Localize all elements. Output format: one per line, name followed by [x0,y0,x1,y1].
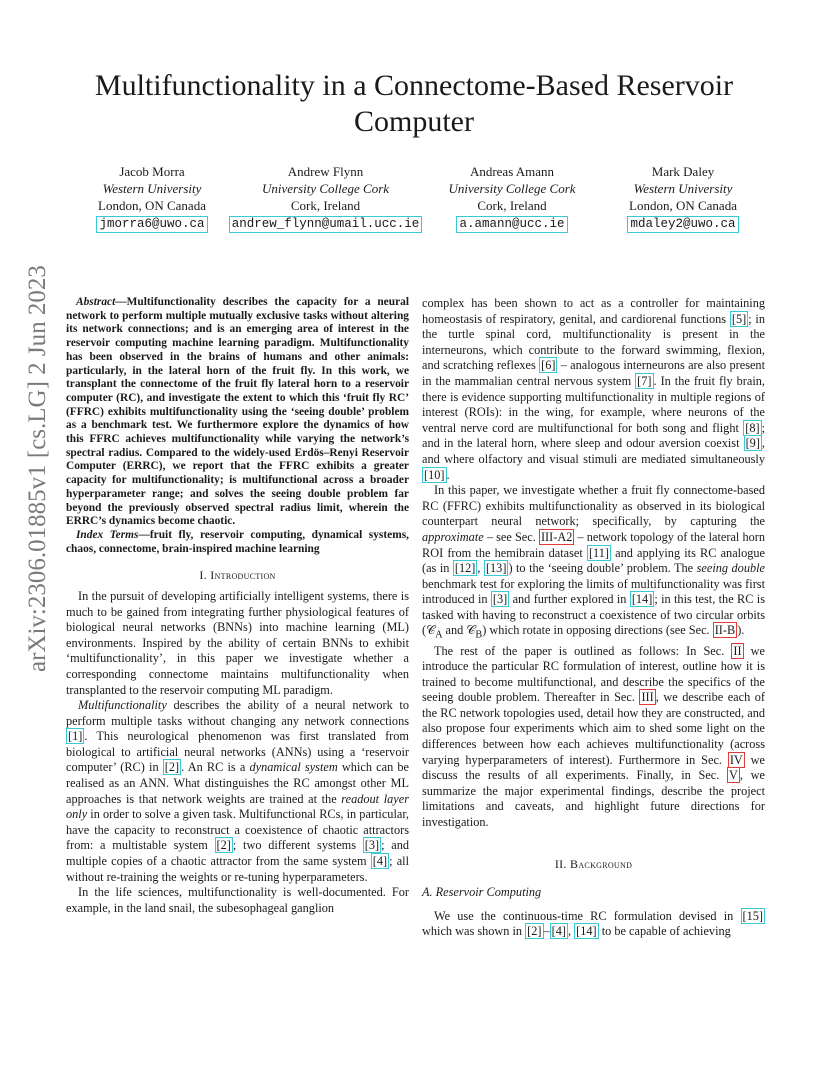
paragraph [422,909,765,940]
section-link[interactable]: IV [729,752,743,767]
citation-link[interactable]: [8] [745,420,760,435]
emphasis: dynamical system [249,760,338,775]
citation-link[interactable]: [13] [485,561,507,576]
text: We use the continuous-time RC formulation devised in [434,908,741,923]
right-column [422,296,765,940]
text: and further explored in [509,592,630,607]
citation-link[interactable]: [4] [551,924,566,939]
author-affiliation: Western University [102,181,202,196]
section-number: I. [199,568,207,583]
author-name: Jacob Morra [119,164,185,179]
citation-link[interactable]: [4] [372,854,388,869]
index-terms [66,529,409,556]
text: ; two different systems [232,838,363,853]
citation-link[interactable]: [6] [541,358,556,373]
citation-link[interactable]: [5] [731,311,747,326]
paragraph [422,644,765,831]
section-title: Introduction [210,568,276,583]
text: ) which rotate in opposing directions (see Sec. [482,623,713,638]
citation-link[interactable]: [2] [216,838,231,853]
author-location: Cork, Ireland [290,198,361,213]
citation-link[interactable]: [12] [454,561,476,576]
text: – [543,924,550,939]
text: ). [737,623,745,638]
author-affiliation: University College Cork [261,181,390,196]
left-column [66,296,409,916]
text: we introduce the particular RC formulation of interest, outline how it is trained to become multifunctional, and describe the specifics of the seeing double problem. Thereafter in Sec. [422,643,765,705]
text: ) to the ‘seeing double’ problem. The [508,561,697,576]
section-title: Background [570,856,633,871]
text: , and where olfactory and visual stimuli are mediated simultaneously [422,436,765,466]
abstract-text: —Multifunctionality describes the capacity for a neural network to perform multiple mutually exclusive tasks without altering its network connections; and is an emerging area of interest in the reservoir computing machine learning paradigm. Multifunctionality has been observed in the brains of humans and other animals: particularly, in the lateral horn of the fruit fly. In this work, we transplant the connectome of the fruit fly lateral horn to a reservoir computer (RC), and investigate the extent to which this ‘fruit fly RC’ (FFRC) exhibits multifunctionality using the ‘seeing double’ problem as a benchmark test. We furthermore explore the dynamics of how this FFRC achieves multifunctionality while varying the network’s spectral radius. Compared to the widely-used Erdös–Renyi Reservoir Computer (ERRC), we report that the FFRC exhibits a greater capacity for multifunctionality; is multifunctional across a broader hyperparameter range; and solves the seeing double problem far beyond the previously observed spectral radius limit, wherein the ERRC’s dynamics become chaotic. [66,296,409,528]
text: ; and multiple copies of a chaotic attractor from the same system [66,838,409,869]
citation-link[interactable]: [14] [576,924,597,939]
emphasis: Multifunctionality [78,698,167,713]
section-link[interactable]: II-B [714,623,736,638]
section-number: II. [554,856,567,871]
citation-link[interactable]: [11] [588,545,609,560]
text: , we summarize the major experimental findings, describe the project limitations and caveats, and highlight future directions for investigation. [422,768,765,830]
subscript: B [475,629,483,641]
paragraph [422,483,765,643]
citation-link[interactable]: [10] [424,467,445,482]
author-email-link[interactable]: a.amann@ucc.ie [456,216,567,233]
text: The rest of the paper is outlined as follows: In Sec. [434,643,732,658]
citation-link[interactable]: [3] [492,592,508,607]
citation-link[interactable]: [9] [745,436,760,451]
citation-link[interactable]: [14] [631,592,653,607]
author-location: London, ON Canada [98,198,206,213]
text: – network topology of the lateral horn ROI from the hemibrain dataset [422,529,765,560]
text: ; all without re-training the weights or re-tuning hyperparameters. [66,854,409,884]
author-block [218,163,433,233]
text: . An RC is a [181,760,250,775]
abstract-label: Abstract [76,296,116,308]
text: – analogous interneurons are also present in the mammalian central nervous system [422,358,765,388]
author-affiliation: Western University [633,181,733,196]
subscript: A [435,629,443,641]
citation-link[interactable]: [2] [164,760,180,775]
section-heading-background [422,857,765,873]
paper-title: Multifunctionality in a Connectome-Based Reservoir Computer [94,69,734,138]
index-terms-label: Index Terms [76,528,139,541]
text: . This neurological phenomenon was first translated from biological to artificial neural networks (ANNs) using a ‘reservoir computer’ (RC) in [66,729,409,775]
text: we discuss the results of all experiments. Finally, in Sec. [422,752,765,783]
author-email-link[interactable]: jmorra6@uwo.ca [96,216,207,233]
section-link[interactable]: V [729,768,738,783]
section-link[interactable]: III-A2 [540,529,573,544]
text: complex has been shown to act as a controller for maintaining homeostasis of respiratory, genital, and cardiorenal functions [422,296,765,326]
paragraph: In the life sciences, multifunctionality is well-documented. For example, in the land snail, the subesophageal ganglion [66,885,409,915]
author-email-link[interactable]: mdaley2@uwo.ca [627,216,738,233]
paragraph: In the pursuit of developing artificially intelligent systems, there is much to be gained from integrating further physiological features of biological neural networks (BNNs) into machine learning (ML) environments. Inspired by the ability of certain BNNs to exhibit ‘multifunctionality’, in this paper we investigate whether a corresponding connectome maintains multifunctionality when transplanted to the reservoir computing ML paradigm. [66,588,409,697]
author-name: Mark Daley [651,164,715,179]
author-block [438,163,586,233]
index-terms-text: —fruit fly, reservoir computing, dynamical systems, chaos, connectome, brain-inspired machine learning [66,528,409,555]
emphasis: approximate [422,529,484,544]
text: . [446,467,450,482]
citation-link[interactable]: [15] [742,908,763,923]
text: which can be realised as an ANN. What distinguishes the RC amongst other ML approaches is that network weights are trained at the [66,760,409,806]
author-block [606,163,760,233]
author-email-link[interactable]: andrew_flynn@umail.ucc.ie [229,216,423,233]
text: , we describe each of the RC network topologies used, detail how they are constructed, and also propose four experiments which aim to shed some light on the differences between how each achieves multifunctionality (across varying hyperparameters of interest). Furthermore in Sec. [422,690,765,767]
citation-link[interactable]: [7] [637,373,652,388]
text: ; and in the lateral horn, where sleep and odour aversion coexist [422,420,765,451]
emphasis: seeing double [696,561,765,576]
text: which was shown in [422,924,526,939]
author-name: Andreas Amann [469,164,555,179]
author-block [78,163,226,233]
text: and applying its RC analogue (as in [422,545,765,576]
citation-link[interactable]: [3] [364,838,380,853]
paragraph [422,296,765,483]
citation-link[interactable]: [2] [527,924,542,939]
text: , [477,561,484,576]
author-location: Cork, Ireland [477,198,547,213]
author-name: Andrew Flynn [287,164,364,179]
emphasis: readout layer only [66,791,409,822]
section-link[interactable]: III [641,690,654,705]
text: describes the ability of a neural network to perform multiple tasks without changing any network connections [66,698,409,728]
text: ; in this test, the RC is tasked with having to reconstruct a coexistence of two circular orbits (𝒞 [422,592,765,638]
text: . In the fruit fly brain, there is evidence supporting multifunctionality in multiple regions of interest (ROIs): in the wing, for example, where neurons of the ventral nerve cord are multifunctional for both song and flight [422,373,765,435]
text: In this paper, we investigate whether a fruit fly connectome-based RC (FFRC) exhibits multifunctionality as observed in its biological counterpart neural network; specifically, by capturing the [422,483,765,529]
text: to be capable of achieving [598,924,731,939]
section-link[interactable]: II [733,643,742,658]
subsection-heading: A. Reservoir Computing [422,885,542,900]
author-location: London, ON Canada [629,198,737,213]
text: – see Sec. [483,529,539,544]
text: in order to solve a given task. Multifunctional RCs, in particular, have the capacity to reconstruct a coexistence of chaotic attractors from: a multistable system [66,807,409,853]
author-affiliation: University College Cork [448,181,576,196]
text: and 𝒞 [445,623,476,638]
text: , [568,924,575,939]
citation-link[interactable]: [1] [68,729,83,744]
text: ; in the turtle spinal cord, multifunctionality is present in the interneurons, which contribute to the forward swimming, flexion, and scratching reflexes [422,311,766,373]
paragraph [66,698,409,885]
section-heading-introduction [66,568,409,584]
text: benchmark test for exploring the limits of multifunctionality was first introduced in [422,576,765,607]
abstract [66,296,409,529]
arxiv-identifier: arXiv:2306.01885v1 [cs.LG] 2 Jun 2023 [24,265,51,672]
